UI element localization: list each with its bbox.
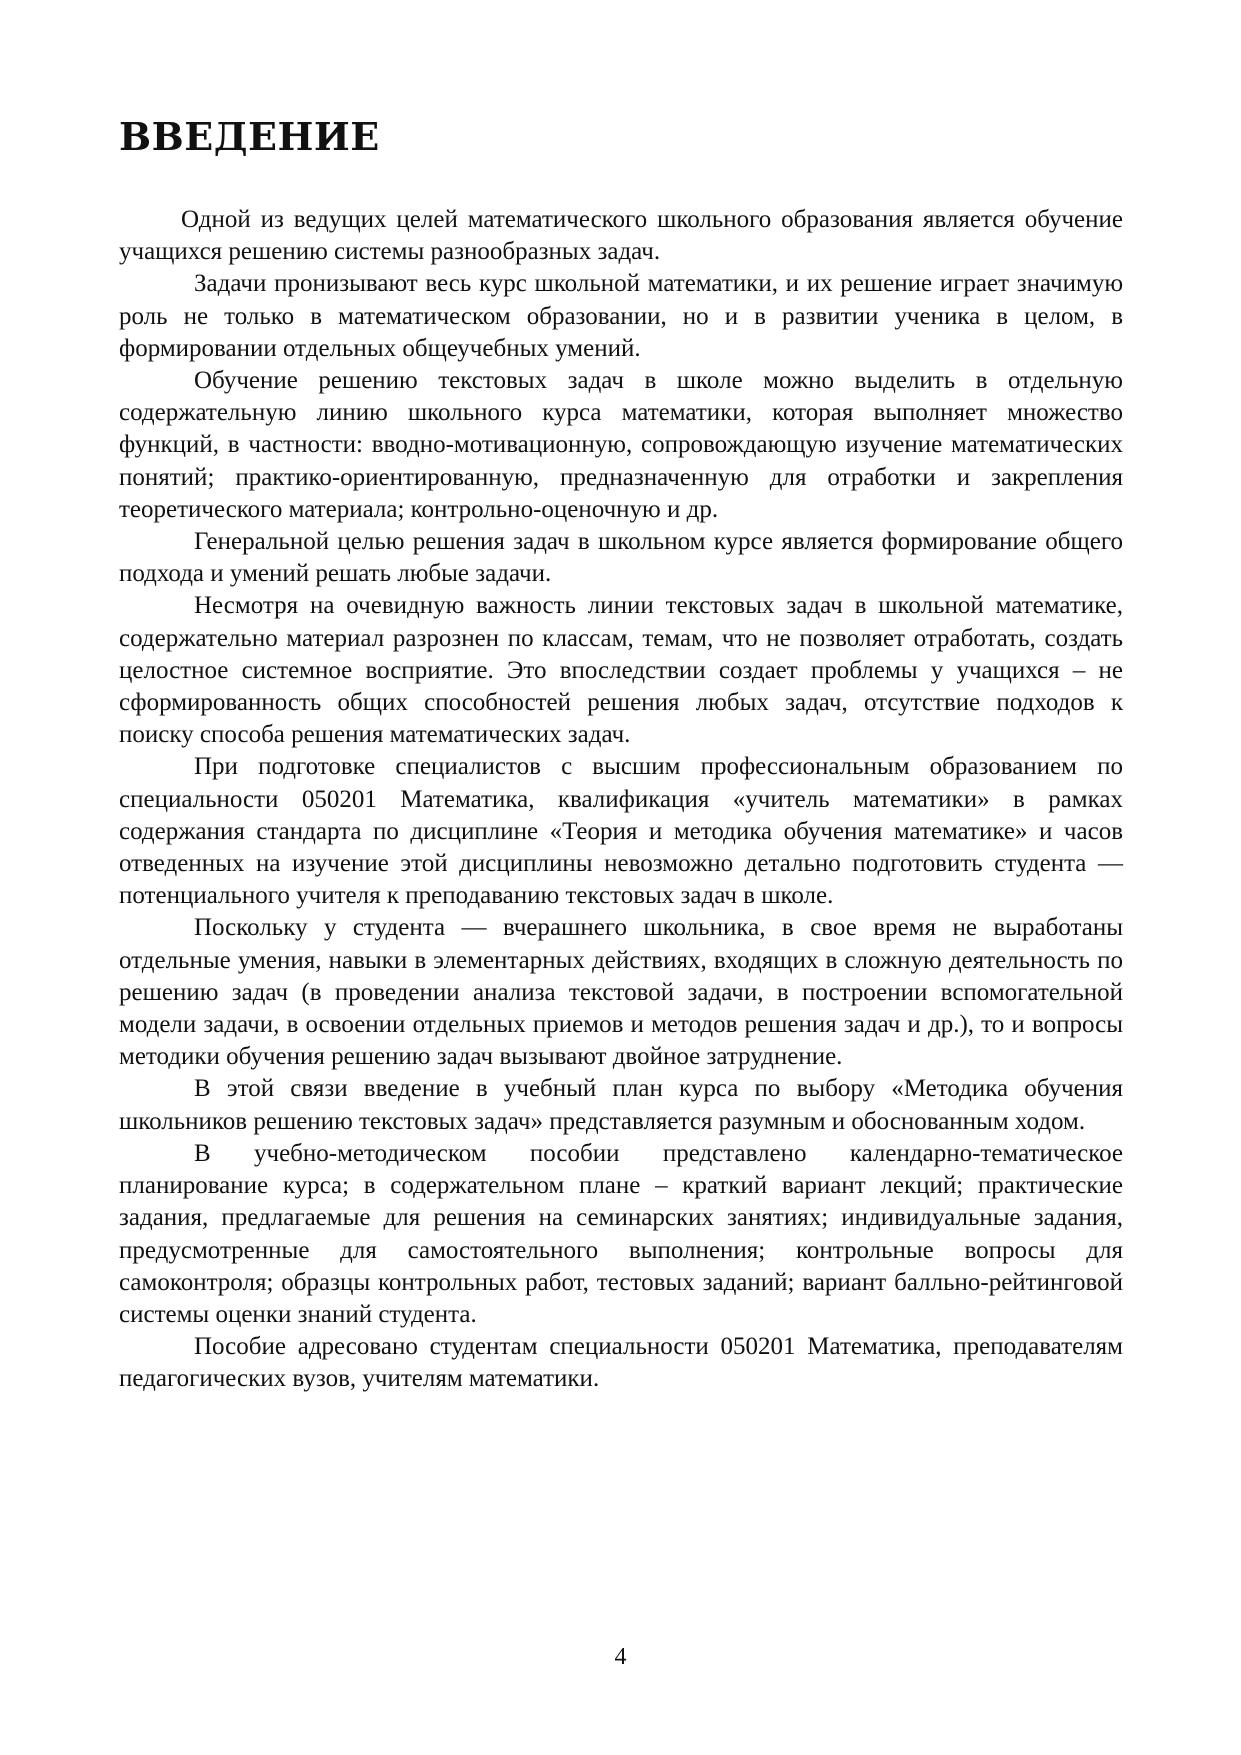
paragraph: Поскольку у студента — вчерашнего школьника, в свое время не выработаны отдельные умения, навыки в элементарных действиях, входящих в сложную деятельность по решению задач (в проведении анализа текстовой задачи, в построении вспомогательной модели задачи, в освоении отдельных приемов и методов решения задач и др.), то и вопросы методики обучения решению задач вызывают двойное затруднение. (119, 914, 1123, 1071)
body-text (119, 204, 1123, 1396)
page-title: ВВЕДЕНИЕ (119, 114, 380, 159)
paragraph: При подготовке специалистов с высшим профессиональным образованием по специальности 050201 Математика, квалификация «учитель математики» в рамках содержания стандарта по дисциплине «Теория и методика обучения математике» и часов отведенных на изучение этой дисциплины невозможно детально подготовить студента — потенциального учителя к преподаванию текстовых задач в школе. (119, 753, 1123, 910)
paragraph: Генеральной целью решения задач в школьном курсе является формирование общего подхода и умений решать любые задачи. (119, 528, 1123, 588)
paragraph: В учебно-методическом пособии представлено календарно-тематическое планирование курса; в содержательном плане – краткий вариант лекций; практические задания, предлагаемые для решения на семинарских занятиях; индивидуальные задания, предусмотренные для самостоятельного выполнения; контрольные вопросы для самоконтроля; образцы контрольных работ, тестовых заданий; вариант балльно-рейтинговой системы оценки знаний студента. (119, 1139, 1123, 1328)
paragraph: Одной из ведущих целей математического школьного образования является обучение учащихся решению системы разнообразных задач. (119, 206, 1123, 266)
paragraph: Несмотря на очевидную важность линии текстовых задач в школьной математике, содержательно материал разрознен по классам, темам, что не позволяет отработать, создать целостное системное восприятие. Это впоследствии создает проблемы у учащихся – не сформированность общих способностей решения любых задач, отсутствие подходов к поиску способа решения математических задач. (119, 592, 1123, 749)
paragraph: Задачи пронизывают весь курс школьной математики, и их решение играет значимую роль не только в математическом образовании, но и в развитии ученика в целом, в формировании отдельных общеучебных умений. (119, 270, 1123, 362)
paragraph: В этой связи введение в учебный план курса по выбору «Методика обучения школьников решению текстовых задач» представляется разумным и обоснованным ходом. (119, 1075, 1123, 1135)
page-number: 4 (614, 1644, 627, 1670)
paragraph: Обучение решению текстовых задач в школе можно выделить в отдельную содержательную линию школьного курса математики, которая выполняет множество функций, в частности: вводно-мотивационную, сопровождающую изучение математических понятий; практико-ориентированную, предназначенную для отработки и закрепления теоретического материала; контрольно-оценочную и др. (119, 367, 1123, 523)
paragraph: Пособие адресовано студентам специальности 050201 Математика, преподавателям педагогических вузов, учителям математики. (119, 1333, 1123, 1393)
